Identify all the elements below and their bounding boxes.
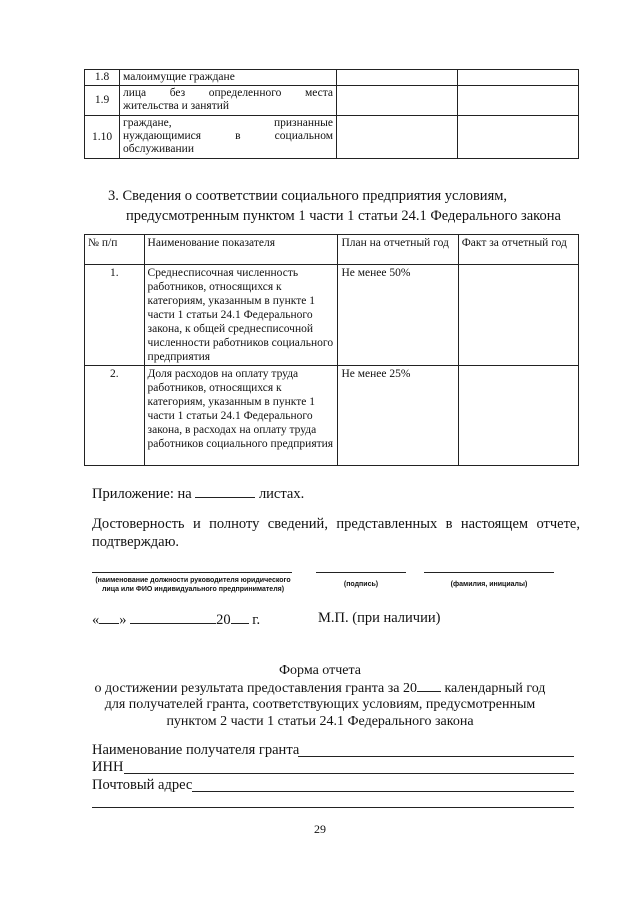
- row-plan: Не менее 25%: [338, 366, 458, 466]
- header-num: № п/п: [85, 235, 145, 265]
- row-cell: [337, 86, 458, 116]
- table-row: [85, 116, 579, 159]
- address-field-continued[interactable]: [92, 807, 574, 808]
- confirm-line2: подтверждаю.: [92, 534, 180, 550]
- indicators-table: [84, 234, 579, 466]
- row-name: малоимущие граждане: [120, 70, 337, 86]
- position-line: [92, 572, 292, 573]
- header-plan: План на отчетный год: [338, 235, 458, 265]
- attachment-line: Приложение: на листах.: [92, 483, 304, 503]
- signature-line: [316, 572, 406, 573]
- year-blank: [231, 609, 249, 624]
- name-line: [424, 572, 554, 573]
- row-cell: [458, 116, 579, 159]
- row-plan: Не менее 50%: [338, 265, 458, 366]
- attachment-blank: [195, 483, 255, 498]
- form-line2: о достижении результата предоставления гранта за 20 календарный год: [94, 681, 546, 696]
- page-number: 29: [314, 822, 326, 836]
- row-name: Среднесписочная численность работников, относящихся к категориям, указанным в пункте 1 части 1 статьи 24.1 Федерального закона, к общей среднесписочной численности работников социального предприятия: [144, 265, 338, 366]
- address-field[interactable]: [192, 791, 574, 792]
- header-fact: Факт за отчетный год: [458, 235, 578, 265]
- inn-field[interactable]: [124, 773, 574, 774]
- row-fact: [458, 265, 578, 366]
- row-number: 1.: [85, 265, 145, 366]
- caption-signature: (подпись): [343, 581, 379, 588]
- row-name: граждане, признанные нуждающимися в социальном обслуживании: [120, 116, 337, 159]
- table-header-row: [85, 235, 579, 265]
- row-number: 1.9: [85, 86, 120, 116]
- form-line3: для получателей гранта, соответствующих условиям, предусмотренным: [104, 697, 536, 712]
- row-name: лица без определенного места жительства и занятий: [120, 86, 337, 116]
- header-name: Наименование показателя: [144, 235, 338, 265]
- inn-label: ИНН: [92, 759, 124, 775]
- form-title: Форма отчета: [278, 663, 362, 678]
- table-row: [85, 265, 579, 366]
- recipient-label: Наименование получателя гранта: [92, 742, 300, 758]
- row-cell: [458, 86, 579, 116]
- stamp-note: М.П. (при наличии): [318, 610, 441, 626]
- caption-name: (фамилия, инициалы): [450, 581, 528, 588]
- table-row: [85, 86, 579, 116]
- table-row: [85, 70, 579, 86]
- caption-position: (наименование должности руководителя юридического лица или ФИО индивидуального предпринимателя): [95, 577, 291, 593]
- form-line4: пунктом 2 части 1 статьи 24.1 Федерального закона: [166, 714, 474, 729]
- row-number: 1.10: [85, 116, 120, 159]
- row-fact: [458, 366, 578, 466]
- recipient-field[interactable]: [298, 756, 574, 757]
- row-name: Доля расходов на оплату труда работников, относящихся к категориям, указанным в пункте 1 части 1 статьи 24.1 Федерального закона, в расходах на оплату труда работников социального предприятия: [144, 366, 338, 466]
- section-heading-line1: 3. Сведения о соответствии социального предприятия условиям,: [108, 188, 508, 204]
- row-cell: [458, 70, 579, 86]
- section-heading-line2: предусмотренным пунктом 1 части 1 статьи 24.1 Федерального закона: [126, 208, 561, 224]
- categories-table: [84, 69, 579, 159]
- row-number: 2.: [85, 366, 145, 466]
- row-cell: [337, 70, 458, 86]
- confirm-line1: Достоверность и полноту сведений, представленных в настоящем отчете,: [92, 516, 580, 532]
- address-label: Почтовый адрес: [92, 777, 193, 793]
- date-blank: [130, 609, 216, 624]
- row-cell: [337, 116, 458, 159]
- date-line: « » 20 г.: [92, 609, 260, 629]
- table-row: [85, 366, 579, 466]
- row-number: 1.8: [85, 70, 120, 86]
